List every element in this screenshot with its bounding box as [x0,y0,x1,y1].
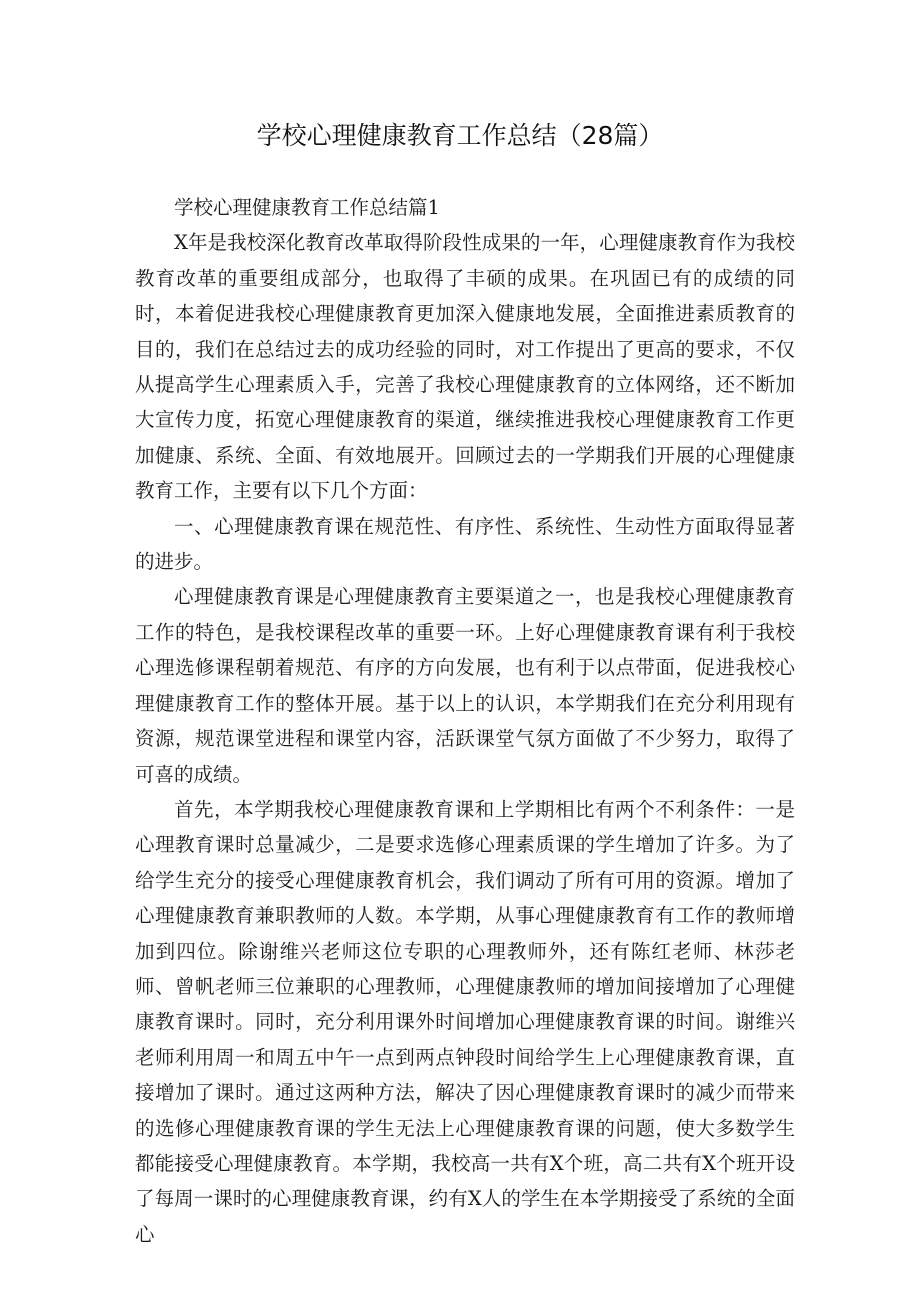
body-paragraph: 首先，本学期我校心理健康教育课和上学期相比有两个不利条件：一是心理教育课时总量减少，二是要求选修心理素质课的学生增加了许多。为了给学生充分的接受心理健康教育机会，我们调动了所有可用的资源。增加了心理健康教育兼职教师的人数。本学期，从事心理健康教育有工作的教师增加到四位。除谢维兴老师这位专职的心理教师外，还有陈红老师、林莎老师、曾帆老师三位兼职的心理教师，心理健康教师的增加间接增加了心理健康教育课时。同时，充分利用课外时间增加心理健康教育课的时间。谢维兴老师利用周一和周五中午一点到两点钟段时间给学生上心理健康教育课，直接增加了课时。通过这两种方法，解决了因心理健康教育课时的减少而带来的选修心理健康教育课的学生无法上心理健康教育课的问题，使大多数学生都能接受心理健康教育。本学期，我校高一共有X个班，高二共有X个班开设了每周一课时的心理健康教育课，约有X人的学生在本学期接受了系统的全面心 [135,797,795,1246]
body-paragraph: X年是我校深化教育改革取得阶段性成果的一年，心理健康教育作为我校教育改革的重要组成部分，也取得了丰硕的成果。在巩固已有的成绩的同时，本着促进我校心理健康教育更加深入健康地发展，全面推进素质教育的目的，我们在总结过去的成功经验的同时，对工作提出了更高的要求，不仅从提高学生心理素质入手，完善了我校心理健康教育的立体网络，还不断加大宣传力度，拓宽心理健康教育的渠道，继续推进我校心理健康教育工作更加健康、系统、全面、有效地展开。回顾过去的一学期我们开展的心理健康教育工作，主要有以下几个方面： [135,231,795,503]
document-body [135,190,795,1252]
body-paragraph: 一、心理健康教育课在规范性、有序性、系统性、生动性方面取得显著的进步。 [135,514,795,574]
body-paragraph: 心理健康教育课是心理健康教育主要渠道之一，也是我校心理健康教育工作的特色，是我校课程改革的重要一环。上好心理健康教育课有利于我校心理选修课程朝着规范、有序的方向发展，也有利于以点带面，促进我校心理健康教育工作的整体开展。基于以上的认识，本学期我们在充分利用现有资源，规范课堂进程和课堂内容，活跃课堂气氛方面做了不少努力，取得了可喜的成绩。 [135,585,795,786]
section-heading: 学校心理健康教育工作总结篇1 [174,196,440,219]
document-title: 学校心理健康教育工作总结（28篇） [256,121,664,150]
